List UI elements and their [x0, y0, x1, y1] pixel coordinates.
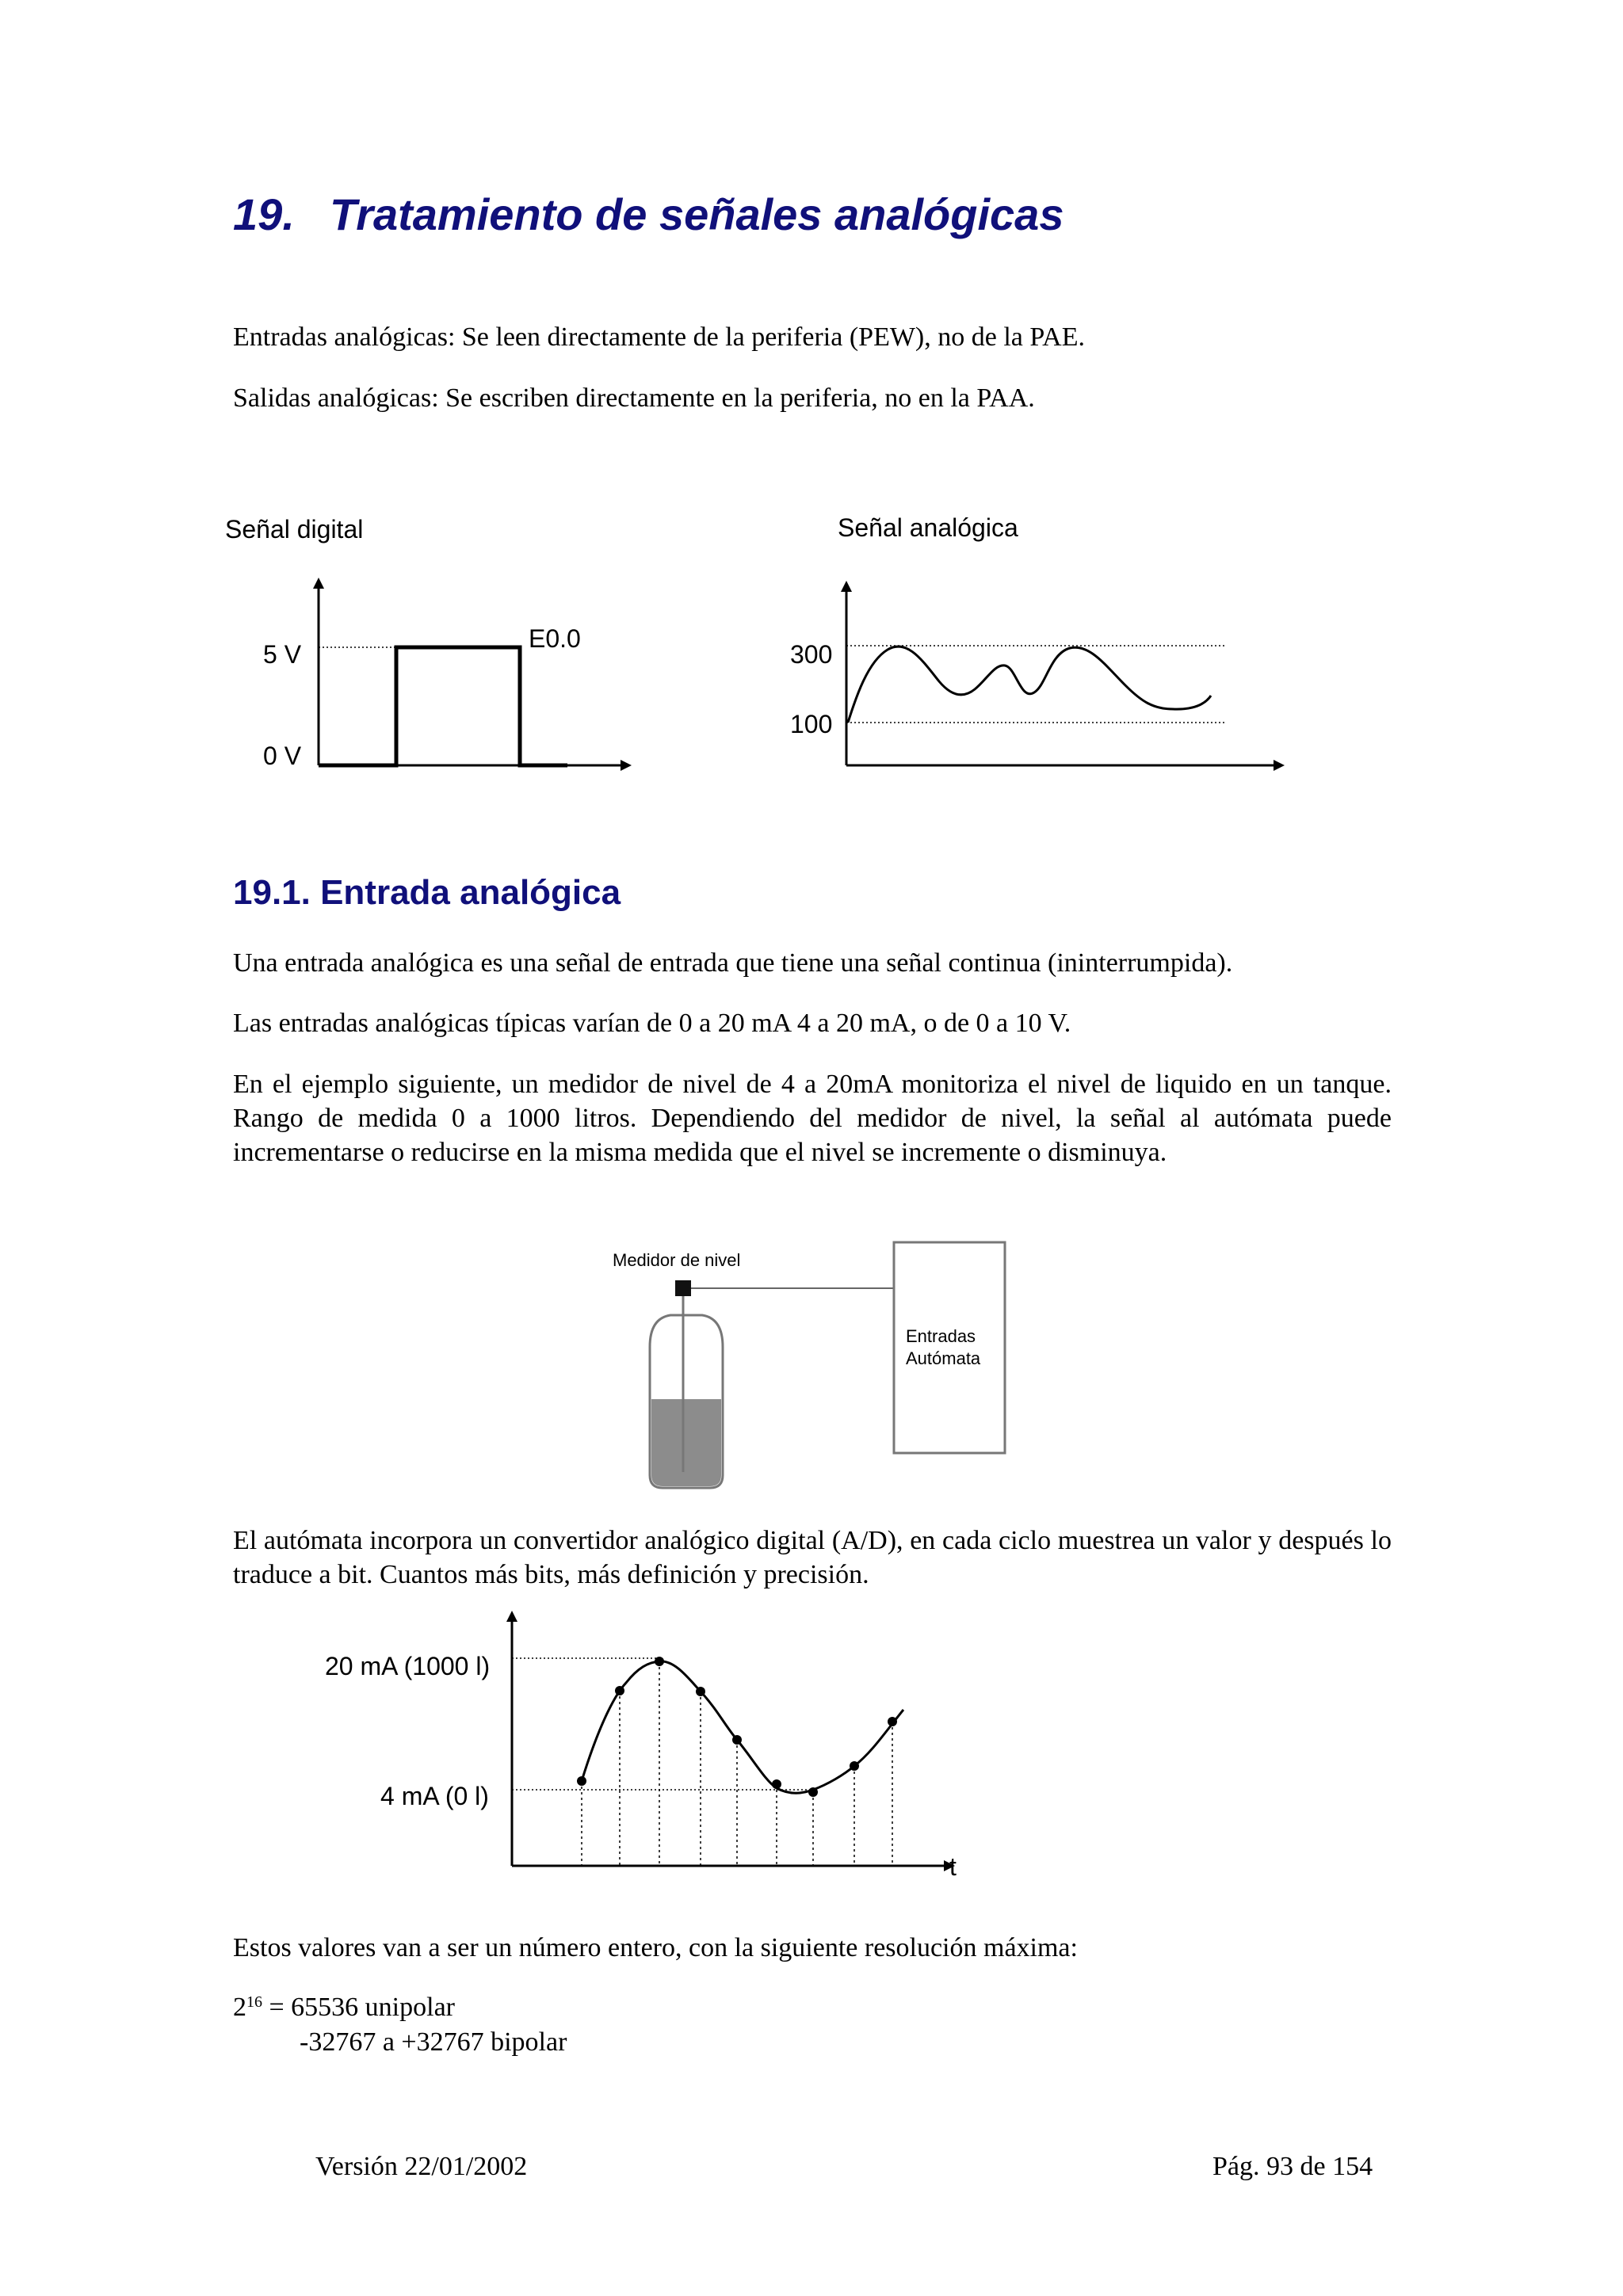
section-paragraph-3: En el ejemplo siguiente, un medidor de nivel de 4 a 20mA monitoriza el nivel de liquido en un tanque. Rango de medida 0 a 1000 litros. Dependiendo del medidor de nivel, la señal al autómata puede incrementarse o reducirse en la misma medida que el nivel se incremente o disminuya.: [233, 1070, 1392, 1167]
unipolar-text: = 65536 unipolar: [269, 1993, 455, 2022]
intro-line-2: Salidas analógicas: Se escriben directamente en la periferia, no en la PAA.: [233, 383, 1035, 413]
sample-point: [655, 1657, 664, 1666]
footer-version: Versión 22/01/2002: [315, 2152, 528, 2181]
sample-lines: [582, 1661, 892, 1866]
digital-label-high: 5 V: [263, 640, 302, 669]
analog-signal-title: Señal analógica: [838, 513, 1018, 542]
sample-point: [850, 1761, 859, 1771]
sample-point: [696, 1687, 705, 1696]
digital-signal-name: E0.0: [529, 624, 581, 653]
section-paragraph-2: Las entradas analógicas típicas varían de 0 a 20 mA 4 a 20 mA, o de 0 a 10 V.: [233, 1009, 1071, 1038]
analog-label-high: 300: [790, 640, 833, 669]
heading-number: 19.: [233, 189, 295, 239]
sample-point: [615, 1686, 624, 1695]
plc-box-label-2: Autómata: [906, 1348, 981, 1368]
power-base: 2: [233, 1993, 246, 2022]
power-exponent: 16: [246, 1993, 262, 2011]
intro-line-1: Entradas analógicas: Se leen directamente de la periferia (PEW), no de la PAE.: [233, 322, 1085, 352]
sampling-curve: [582, 1661, 903, 1793]
footer-page-number: Pág. 93 de 154: [1212, 2152, 1373, 2181]
sample-points: [577, 1657, 897, 1797]
sample-point: [808, 1787, 818, 1797]
tank-sensor-label: Medidor de nivel: [613, 1250, 741, 1270]
digital-label-low: 0 V: [263, 742, 302, 770]
sample-point: [577, 1776, 586, 1786]
resolution-bipolar: -32767 a +32767 bipolar: [300, 2027, 567, 2057]
resolution-unipolar: [233, 1990, 455, 2024]
section-paragraph-1: Una entrada analógica es una señal de entrada que tiene una señal continua (ininterrumpida).: [233, 948, 1233, 978]
ad-paragraph: El autómata incorpora un convertidor analógico digital (A/D), en cada ciclo muestrea un valor y después lo traduce a bit. Cuantos más bits, más definición y precisión.: [233, 1526, 1392, 1589]
sample-point: [888, 1717, 897, 1726]
plc-box-label-1: Entradas: [906, 1326, 976, 1346]
sample-point: [732, 1735, 742, 1745]
digital-signal-title: Señal digital: [225, 515, 364, 543]
section-title: 19.1. Entrada analógica: [233, 873, 621, 912]
analog-label-low: 100: [790, 710, 833, 738]
sampling-label-low: 4 mA (0 l): [380, 1782, 489, 1810]
sampling-x-label: t: [949, 1852, 957, 1881]
sampling-label-high: 20 mA (1000 l): [325, 1652, 491, 1680]
resolution-intro: Estos valores van a ser un número entero, con la siguiente resolución máxima:: [233, 1933, 1078, 1962]
sample-point: [772, 1779, 781, 1789]
heading-title: Tratamiento de señales analógicas: [330, 189, 1064, 239]
